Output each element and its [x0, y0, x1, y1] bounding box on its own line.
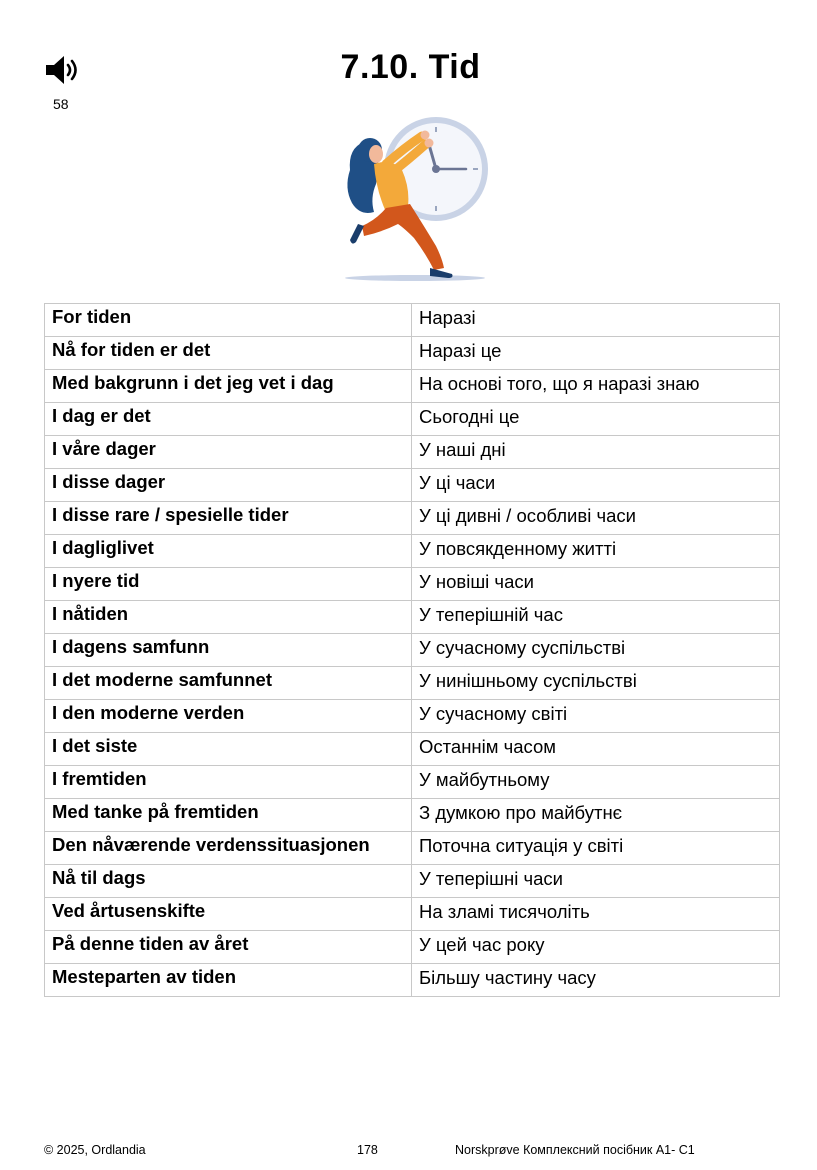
audio-track-number: 58: [53, 96, 69, 112]
ukrainian-translation-cell: У повсякденному житті: [412, 535, 780, 568]
footer-book-title: Norskprøve Комплексний посібник А1- С1: [455, 1143, 695, 1157]
ukrainian-translation-cell: У теперішні часи: [412, 865, 780, 898]
norwegian-phrase-cell: I fremtiden: [45, 766, 412, 799]
ukrainian-translation-cell: У ці часи: [412, 469, 780, 502]
norwegian-phrase-cell: Nå for tiden er det: [45, 337, 412, 370]
table-row: [45, 766, 780, 799]
table-row: [45, 568, 780, 601]
ukrainian-translation-cell: На зламі тисячоліть: [412, 898, 780, 931]
norwegian-phrase-cell: Den nåværende verdenssituasjonen: [45, 832, 412, 865]
ukrainian-translation-cell: У наші дні: [412, 436, 780, 469]
table-row: [45, 469, 780, 502]
norwegian-phrase-cell: I dagliglivet: [45, 535, 412, 568]
table-row: [45, 898, 780, 931]
ukrainian-translation-cell: Наразі це: [412, 337, 780, 370]
norwegian-phrase-cell: I disse dager: [45, 469, 412, 502]
table-row: [45, 667, 780, 700]
footer-page-number: 178: [357, 1143, 378, 1157]
ukrainian-translation-cell: Сьогодні це: [412, 403, 780, 436]
table-row: [45, 403, 780, 436]
table-row: [45, 304, 780, 337]
ukrainian-translation-cell: Більшу частину часу: [412, 964, 780, 997]
norwegian-phrase-cell: For tiden: [45, 304, 412, 337]
table-row: [45, 535, 780, 568]
norwegian-phrase-cell: På denne tiden av året: [45, 931, 412, 964]
norwegian-phrase-cell: I disse rare / spesielle tider: [45, 502, 412, 535]
ukrainian-translation-cell: Наразі: [412, 304, 780, 337]
ukrainian-translation-cell: З думкою про майбутнє: [412, 799, 780, 832]
norwegian-phrase-cell: I det moderne samfunnet: [45, 667, 412, 700]
norwegian-phrase-cell: Med tanke på fremtiden: [45, 799, 412, 832]
vocabulary-table: [44, 303, 780, 997]
woman-turning-clock-illustration: [330, 108, 500, 288]
table-row: [45, 370, 780, 403]
table-row: [45, 733, 780, 766]
ukrainian-translation-cell: У теперішній час: [412, 601, 780, 634]
ukrainian-translation-cell: У сучасному суспільстві: [412, 634, 780, 667]
table-row: [45, 436, 780, 469]
ukrainian-translation-cell: У ці дивні / особливі часи: [412, 502, 780, 535]
table-row: [45, 931, 780, 964]
ukrainian-translation-cell: У новіші часи: [412, 568, 780, 601]
table-row: [45, 634, 780, 667]
table-row: [45, 700, 780, 733]
ukrainian-translation-cell: У нинішньому суспільстві: [412, 667, 780, 700]
ukrainian-translation-cell: У цей час року: [412, 931, 780, 964]
table-row: [45, 502, 780, 535]
norwegian-phrase-cell: I dag er det: [45, 403, 412, 436]
norwegian-phrase-cell: I nyere tid: [45, 568, 412, 601]
norwegian-phrase-cell: I den moderne verden: [45, 700, 412, 733]
ukrainian-translation-cell: Поточна ситуація у світі: [412, 832, 780, 865]
table-row: [45, 964, 780, 997]
norwegian-phrase-cell: I våre dager: [45, 436, 412, 469]
ukrainian-translation-cell: Останнім часом: [412, 733, 780, 766]
norwegian-phrase-cell: Ved årtusenskifte: [45, 898, 412, 931]
ukrainian-translation-cell: На основі того, що я наразі знаю: [412, 370, 780, 403]
table-row: [45, 601, 780, 634]
norwegian-phrase-cell: I det siste: [45, 733, 412, 766]
ukrainian-translation-cell: У сучасному світі: [412, 700, 780, 733]
page-title: 7.10. Tid: [340, 48, 481, 86]
norwegian-phrase-cell: I dagens samfunn: [45, 634, 412, 667]
norwegian-phrase-cell: Nå til dags: [45, 865, 412, 898]
table-row: [45, 799, 780, 832]
footer-copyright: © 2025, Ordlandia: [44, 1143, 146, 1157]
table-row: [45, 337, 780, 370]
table-row: [45, 832, 780, 865]
table-row: [45, 865, 780, 898]
ukrainian-translation-cell: У майбутньому: [412, 766, 780, 799]
norwegian-phrase-cell: Med bakgrunn i det jeg vet i dag: [45, 370, 412, 403]
norwegian-phrase-cell: I nåtiden: [45, 601, 412, 634]
norwegian-phrase-cell: Mesteparten av tiden: [45, 964, 412, 997]
